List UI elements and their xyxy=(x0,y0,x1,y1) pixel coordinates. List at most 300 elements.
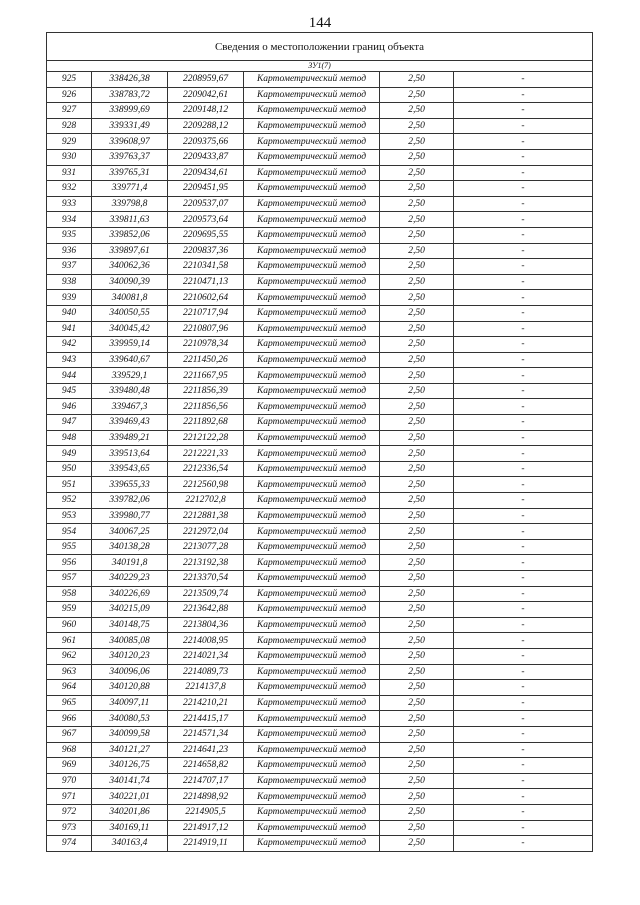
description: - xyxy=(454,571,593,587)
accuracy: 2,50 xyxy=(380,227,454,243)
accuracy: 2,50 xyxy=(380,165,454,181)
description: - xyxy=(454,415,593,431)
point-number: 935 xyxy=(47,227,92,243)
x-coordinate: 340096,06 xyxy=(92,664,168,680)
accuracy: 2,50 xyxy=(380,212,454,228)
accuracy: 2,50 xyxy=(380,290,454,306)
accuracy: 2,50 xyxy=(380,399,454,415)
description: - xyxy=(454,617,593,633)
y-coordinate: 2209837,36 xyxy=(168,243,244,259)
y-coordinate: 2214571,34 xyxy=(168,726,244,742)
method: Картометрический метод xyxy=(244,571,380,587)
description: - xyxy=(454,586,593,602)
y-coordinate: 2214089,73 xyxy=(168,664,244,680)
accuracy: 2,50 xyxy=(380,539,454,555)
point-number: 941 xyxy=(47,321,92,337)
table-row xyxy=(47,820,593,836)
accuracy: 2,50 xyxy=(380,602,454,618)
point-number: 971 xyxy=(47,789,92,805)
table-row xyxy=(47,305,593,321)
x-coordinate: 339655,33 xyxy=(92,477,168,493)
accuracy: 2,50 xyxy=(380,118,454,134)
y-coordinate: 2210978,34 xyxy=(168,337,244,353)
description: - xyxy=(454,633,593,649)
x-coordinate: 339811,63 xyxy=(92,212,168,228)
table-row xyxy=(47,711,593,727)
accuracy: 2,50 xyxy=(380,836,454,852)
method: Картометрический метод xyxy=(244,820,380,836)
method: Картометрический метод xyxy=(244,586,380,602)
x-coordinate: 339489,21 xyxy=(92,430,168,446)
method: Картометрический метод xyxy=(244,836,380,852)
point-number: 939 xyxy=(47,290,92,306)
table-row xyxy=(47,196,593,212)
y-coordinate: 2212122,28 xyxy=(168,430,244,446)
method: Картометрический метод xyxy=(244,430,380,446)
method: Картометрический метод xyxy=(244,196,380,212)
description: - xyxy=(454,804,593,820)
zone-row xyxy=(47,61,593,72)
method: Картометрический метод xyxy=(244,212,380,228)
table-row xyxy=(47,695,593,711)
accuracy: 2,50 xyxy=(380,758,454,774)
table-row xyxy=(47,352,593,368)
point-number: 929 xyxy=(47,134,92,150)
accuracy: 2,50 xyxy=(380,103,454,119)
table-row xyxy=(47,227,593,243)
table-row xyxy=(47,103,593,119)
y-coordinate: 2208959,67 xyxy=(168,72,244,88)
point-number: 936 xyxy=(47,243,92,259)
x-coordinate: 339513,64 xyxy=(92,446,168,462)
point-number: 940 xyxy=(47,305,92,321)
y-coordinate: 2209434,61 xyxy=(168,165,244,181)
x-coordinate: 339469,43 xyxy=(92,415,168,431)
method: Картометрический метод xyxy=(244,181,380,197)
point-number: 947 xyxy=(47,415,92,431)
table-row xyxy=(47,461,593,477)
accuracy: 2,50 xyxy=(380,461,454,477)
point-number: 944 xyxy=(47,368,92,384)
point-number: 955 xyxy=(47,539,92,555)
accuracy: 2,50 xyxy=(380,664,454,680)
y-coordinate: 2212221,33 xyxy=(168,446,244,462)
table-row xyxy=(47,633,593,649)
x-coordinate: 339529,1 xyxy=(92,368,168,384)
x-coordinate: 339765,31 xyxy=(92,165,168,181)
table-title: Сведения о местоположении границ объекта xyxy=(47,33,593,61)
accuracy: 2,50 xyxy=(380,680,454,696)
description: - xyxy=(454,664,593,680)
description: - xyxy=(454,602,593,618)
table-row xyxy=(47,836,593,852)
point-number: 925 xyxy=(47,72,92,88)
x-coordinate: 338426,38 xyxy=(92,72,168,88)
description: - xyxy=(454,243,593,259)
x-coordinate: 339763,37 xyxy=(92,149,168,165)
table-row xyxy=(47,742,593,758)
description: - xyxy=(454,789,593,805)
table-row xyxy=(47,726,593,742)
y-coordinate: 2212336,54 xyxy=(168,461,244,477)
method: Картометрический метод xyxy=(244,118,380,134)
table-row xyxy=(47,337,593,353)
x-coordinate: 339782,06 xyxy=(92,493,168,509)
method: Картометрический метод xyxy=(244,664,380,680)
description: - xyxy=(454,648,593,664)
description: - xyxy=(454,711,593,727)
boundary-coordinates-table xyxy=(46,32,593,852)
y-coordinate: 2211856,56 xyxy=(168,399,244,415)
x-coordinate: 340138,28 xyxy=(92,539,168,555)
y-coordinate: 2214898,92 xyxy=(168,789,244,805)
table-row xyxy=(47,430,593,446)
description: - xyxy=(454,181,593,197)
x-coordinate: 340148,75 xyxy=(92,617,168,633)
method: Картометрический метод xyxy=(244,524,380,540)
table-row xyxy=(47,290,593,306)
description: - xyxy=(454,118,593,134)
accuracy: 2,50 xyxy=(380,773,454,789)
table-row xyxy=(47,446,593,462)
table-row xyxy=(47,259,593,275)
x-coordinate: 339331,49 xyxy=(92,118,168,134)
method: Картометрический метод xyxy=(244,227,380,243)
description: - xyxy=(454,461,593,477)
accuracy: 2,50 xyxy=(380,508,454,524)
method: Картометрический метод xyxy=(244,321,380,337)
accuracy: 2,50 xyxy=(380,243,454,259)
x-coordinate: 340090,39 xyxy=(92,274,168,290)
point-number: 972 xyxy=(47,804,92,820)
point-number: 949 xyxy=(47,446,92,462)
point-number: 932 xyxy=(47,181,92,197)
x-coordinate: 340126,75 xyxy=(92,758,168,774)
x-coordinate: 340221,01 xyxy=(92,789,168,805)
description: - xyxy=(454,259,593,275)
accuracy: 2,50 xyxy=(380,134,454,150)
description: - xyxy=(454,321,593,337)
description: - xyxy=(454,134,593,150)
point-number: 966 xyxy=(47,711,92,727)
y-coordinate: 2209573,64 xyxy=(168,212,244,228)
table-row xyxy=(47,586,593,602)
accuracy: 2,50 xyxy=(380,87,454,103)
point-number: 974 xyxy=(47,836,92,852)
point-number: 951 xyxy=(47,477,92,493)
y-coordinate: 2212702,8 xyxy=(168,493,244,509)
y-coordinate: 2214415,17 xyxy=(168,711,244,727)
x-coordinate: 339798,8 xyxy=(92,196,168,212)
description: - xyxy=(454,555,593,571)
description: - xyxy=(454,742,593,758)
table-row xyxy=(47,399,593,415)
method: Картометрический метод xyxy=(244,305,380,321)
accuracy: 2,50 xyxy=(380,181,454,197)
x-coordinate: 339852,06 xyxy=(92,227,168,243)
accuracy: 2,50 xyxy=(380,446,454,462)
method: Картометрический метод xyxy=(244,461,380,477)
y-coordinate: 2209042,61 xyxy=(168,87,244,103)
accuracy: 2,50 xyxy=(380,633,454,649)
description: - xyxy=(454,726,593,742)
description: - xyxy=(454,758,593,774)
y-coordinate: 2209375,66 xyxy=(168,134,244,150)
x-coordinate: 340045,42 xyxy=(92,321,168,337)
method: Картометрический метод xyxy=(244,726,380,742)
y-coordinate: 2214021,34 xyxy=(168,648,244,664)
x-coordinate: 340067,25 xyxy=(92,524,168,540)
table-row xyxy=(47,804,593,820)
point-number: 938 xyxy=(47,274,92,290)
y-coordinate: 2214137,8 xyxy=(168,680,244,696)
table-row xyxy=(47,165,593,181)
y-coordinate: 2214641,23 xyxy=(168,742,244,758)
y-coordinate: 2214917,12 xyxy=(168,820,244,836)
method: Картометрический метод xyxy=(244,103,380,119)
table-row xyxy=(47,118,593,134)
table-row xyxy=(47,602,593,618)
description: - xyxy=(454,493,593,509)
description: - xyxy=(454,477,593,493)
accuracy: 2,50 xyxy=(380,72,454,88)
description: - xyxy=(454,430,593,446)
x-coordinate: 339480,48 xyxy=(92,383,168,399)
y-coordinate: 2212972,04 xyxy=(168,524,244,540)
y-coordinate: 2209451,95 xyxy=(168,181,244,197)
point-number: 969 xyxy=(47,758,92,774)
method: Картометрический метод xyxy=(244,742,380,758)
table-row xyxy=(47,243,593,259)
method: Картометрический метод xyxy=(244,415,380,431)
table-row xyxy=(47,181,593,197)
point-number: 961 xyxy=(47,633,92,649)
x-coordinate: 340097,11 xyxy=(92,695,168,711)
y-coordinate: 2213192,38 xyxy=(168,555,244,571)
x-coordinate: 339543,65 xyxy=(92,461,168,477)
zone-label: ЗУ1(7) xyxy=(47,61,593,72)
table-row xyxy=(47,493,593,509)
point-number: 934 xyxy=(47,212,92,228)
description: - xyxy=(454,383,593,399)
accuracy: 2,50 xyxy=(380,415,454,431)
table-row xyxy=(47,648,593,664)
x-coordinate: 340191,8 xyxy=(92,555,168,571)
method: Картометрический метод xyxy=(244,695,380,711)
accuracy: 2,50 xyxy=(380,352,454,368)
x-coordinate: 340099,58 xyxy=(92,726,168,742)
accuracy: 2,50 xyxy=(380,555,454,571)
method: Картометрический метод xyxy=(244,259,380,275)
description: - xyxy=(454,87,593,103)
table-row xyxy=(47,274,593,290)
x-coordinate: 339608,97 xyxy=(92,134,168,150)
accuracy: 2,50 xyxy=(380,695,454,711)
y-coordinate: 2210341,58 xyxy=(168,259,244,275)
method: Картометрический метод xyxy=(244,602,380,618)
point-number: 964 xyxy=(47,680,92,696)
table-row xyxy=(47,524,593,540)
method: Картометрический метод xyxy=(244,399,380,415)
accuracy: 2,50 xyxy=(380,274,454,290)
description: - xyxy=(454,368,593,384)
y-coordinate: 2213804,36 xyxy=(168,617,244,633)
x-coordinate: 339959,14 xyxy=(92,337,168,353)
table-row xyxy=(47,571,593,587)
accuracy: 2,50 xyxy=(380,820,454,836)
y-coordinate: 2210717,94 xyxy=(168,305,244,321)
description: - xyxy=(454,337,593,353)
point-number: 958 xyxy=(47,586,92,602)
description: - xyxy=(454,399,593,415)
accuracy: 2,50 xyxy=(380,149,454,165)
point-number: 959 xyxy=(47,602,92,618)
method: Картометрический метод xyxy=(244,352,380,368)
accuracy: 2,50 xyxy=(380,586,454,602)
y-coordinate: 2209695,55 xyxy=(168,227,244,243)
y-coordinate: 2213077,28 xyxy=(168,539,244,555)
x-coordinate: 340201,86 xyxy=(92,804,168,820)
point-number: 968 xyxy=(47,742,92,758)
point-number: 942 xyxy=(47,337,92,353)
method: Картометрический метод xyxy=(244,477,380,493)
method: Картометрический метод xyxy=(244,337,380,353)
description: - xyxy=(454,149,593,165)
table-row xyxy=(47,664,593,680)
y-coordinate: 2212560,98 xyxy=(168,477,244,493)
point-number: 928 xyxy=(47,118,92,134)
point-number: 950 xyxy=(47,461,92,477)
point-number: 948 xyxy=(47,430,92,446)
y-coordinate: 2213509,74 xyxy=(168,586,244,602)
method: Картометрический метод xyxy=(244,773,380,789)
point-number: 945 xyxy=(47,383,92,399)
table-row xyxy=(47,212,593,228)
x-coordinate: 340085,08 xyxy=(92,633,168,649)
accuracy: 2,50 xyxy=(380,259,454,275)
y-coordinate: 2214210,21 xyxy=(168,695,244,711)
method: Картометрический метод xyxy=(244,149,380,165)
method: Картометрический метод xyxy=(244,539,380,555)
description: - xyxy=(454,274,593,290)
point-number: 962 xyxy=(47,648,92,664)
accuracy: 2,50 xyxy=(380,711,454,727)
method: Картометрический метод xyxy=(244,680,380,696)
point-number: 973 xyxy=(47,820,92,836)
table-row xyxy=(47,368,593,384)
accuracy: 2,50 xyxy=(380,789,454,805)
accuracy: 2,50 xyxy=(380,742,454,758)
y-coordinate: 2213370,54 xyxy=(168,571,244,587)
y-coordinate: 2209288,12 xyxy=(168,118,244,134)
accuracy: 2,50 xyxy=(380,430,454,446)
table-row xyxy=(47,539,593,555)
accuracy: 2,50 xyxy=(380,493,454,509)
y-coordinate: 2211450,26 xyxy=(168,352,244,368)
x-coordinate: 340120,88 xyxy=(92,680,168,696)
x-coordinate: 340169,11 xyxy=(92,820,168,836)
x-coordinate: 340121,27 xyxy=(92,742,168,758)
x-coordinate: 340141,74 xyxy=(92,773,168,789)
table-row xyxy=(47,134,593,150)
y-coordinate: 2210602,64 xyxy=(168,290,244,306)
accuracy: 2,50 xyxy=(380,337,454,353)
method: Картометрический метод xyxy=(244,368,380,384)
accuracy: 2,50 xyxy=(380,617,454,633)
x-coordinate: 339897,61 xyxy=(92,243,168,259)
y-coordinate: 2212881,38 xyxy=(168,508,244,524)
method: Картометрический метод xyxy=(244,789,380,805)
point-number: 946 xyxy=(47,399,92,415)
y-coordinate: 2209148,12 xyxy=(168,103,244,119)
table-title-row xyxy=(47,33,593,61)
method: Картометрический метод xyxy=(244,87,380,103)
description: - xyxy=(454,820,593,836)
x-coordinate: 340062,36 xyxy=(92,259,168,275)
method: Картометрический метод xyxy=(244,711,380,727)
accuracy: 2,50 xyxy=(380,383,454,399)
point-number: 970 xyxy=(47,773,92,789)
point-number: 957 xyxy=(47,571,92,587)
accuracy: 2,50 xyxy=(380,321,454,337)
accuracy: 2,50 xyxy=(380,368,454,384)
accuracy: 2,50 xyxy=(380,305,454,321)
x-coordinate: 339771,4 xyxy=(92,181,168,197)
method: Картометрический метод xyxy=(244,804,380,820)
page-number: 144 xyxy=(308,15,332,31)
table-row xyxy=(47,680,593,696)
y-coordinate: 2210471,13 xyxy=(168,274,244,290)
table-row xyxy=(47,149,593,165)
point-number: 963 xyxy=(47,664,92,680)
y-coordinate: 2211892,68 xyxy=(168,415,244,431)
method: Картометрический метод xyxy=(244,508,380,524)
table-row xyxy=(47,321,593,337)
point-number: 956 xyxy=(47,555,92,571)
point-number: 967 xyxy=(47,726,92,742)
description: - xyxy=(454,165,593,181)
point-number: 960 xyxy=(47,617,92,633)
y-coordinate: 2214008,95 xyxy=(168,633,244,649)
description: - xyxy=(454,212,593,228)
method: Картометрический метод xyxy=(244,290,380,306)
description: - xyxy=(454,305,593,321)
description: - xyxy=(454,539,593,555)
method: Картометрический метод xyxy=(244,633,380,649)
description: - xyxy=(454,227,593,243)
y-coordinate: 2211856,39 xyxy=(168,383,244,399)
x-coordinate: 340226,69 xyxy=(92,586,168,602)
method: Картометрический метод xyxy=(244,274,380,290)
description: - xyxy=(454,680,593,696)
method: Картометрический метод xyxy=(244,617,380,633)
table-row xyxy=(47,383,593,399)
x-coordinate: 339980,77 xyxy=(92,508,168,524)
x-coordinate: 338783,72 xyxy=(92,87,168,103)
point-number: 943 xyxy=(47,352,92,368)
method: Картометрический метод xyxy=(244,493,380,509)
description: - xyxy=(454,508,593,524)
method: Картометрический метод xyxy=(244,383,380,399)
y-coordinate: 2213642,88 xyxy=(168,602,244,618)
description: - xyxy=(454,352,593,368)
y-coordinate: 2209433,87 xyxy=(168,149,244,165)
table-row xyxy=(47,87,593,103)
description: - xyxy=(454,446,593,462)
description: - xyxy=(454,773,593,789)
table-row xyxy=(47,555,593,571)
table-row xyxy=(47,508,593,524)
